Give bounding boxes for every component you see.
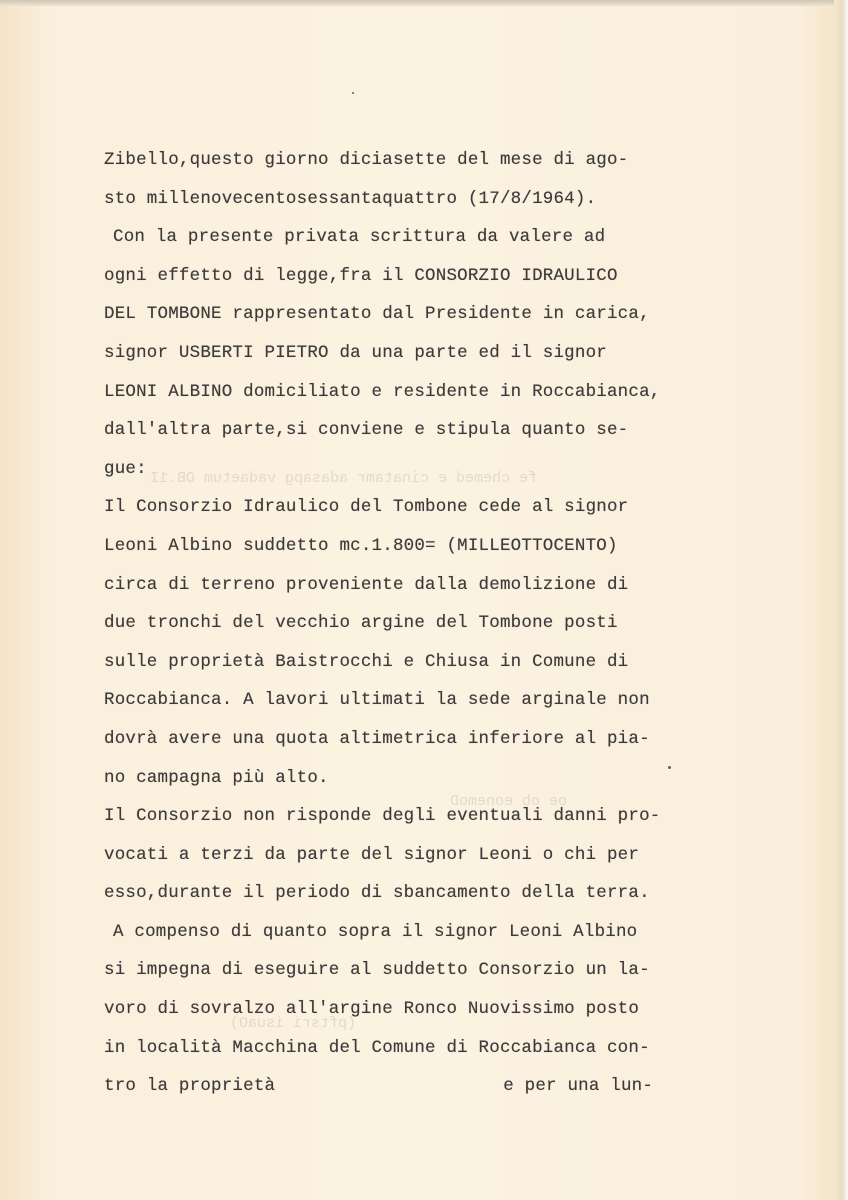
show-through-text: fe chemed e cinatamr adasapg vadaetum OB.1I [150, 470, 538, 487]
text-line: in località Macchina del Comune di Roccabianca con- [104, 1037, 650, 1058]
text-line: Il Consorzio Idraulico del Tombone cede al signor [104, 497, 629, 518]
typed-letter-body [104, 145, 664, 1110]
show-through-text: (pftsri isuaO) [230, 1015, 357, 1032]
text-line: gue: [104, 458, 147, 479]
text-line: sto millenovecentosessantaquattro (17/8/1964). [104, 188, 597, 209]
text-line: dall'altra parte,si conviene e stipula quanto se- [104, 420, 629, 441]
text-line: signor USBERTI PIETRO da una parte ed il signor [104, 342, 607, 363]
text-line-start: tro la proprietà [104, 1076, 276, 1097]
text-line: LEONI ALBINO domiciliato e residente in Roccabianca, [104, 381, 661, 402]
text-line: no campagna più alto. [104, 767, 329, 788]
text-line-last [104, 1071, 664, 1110]
ink-speck [668, 766, 671, 769]
ink-speck [352, 92, 354, 94]
text-line-end: e per una lun- [503, 1076, 654, 1097]
text-line: Zibello,questo giorno diciasette del mese di ago- [104, 150, 629, 170]
text-line: sulle proprietà Baistrocchi e Chiusa in Comune di [104, 651, 629, 672]
text-line: si impegna di eseguire al suddetto Consorzio un la- [104, 960, 650, 981]
text-line: ogni effetto di legge,fra il CONSORZIO IDRAULICO [104, 265, 618, 286]
text-line: Leoni Albino suddetto mc.1.800= (MILLEOTTOCENTO) [104, 535, 618, 556]
text-line: voro di sovralzo all'argine Ronco Nuovissimo posto [104, 999, 640, 1020]
text-line: vocati a terzi da parte del signor Leoni o chi per [104, 844, 640, 865]
text-line: dovrà avere una quota altimetrica inferiore al pia- [104, 728, 650, 749]
text-line: esso,durante il periodo di sbancamento della terra. [104, 883, 650, 904]
show-through-text: oe ob eonemoD [450, 793, 568, 810]
text-line: DEL TOMBONE rappresentato dal Presidente in carica, [104, 304, 650, 325]
text-line: Il Consorzio non risponde degli eventuali danni pro- [104, 806, 661, 827]
text-line: A compenso di quanto sopra il signor Leoni Albino [113, 921, 638, 942]
page-right-edge [834, 0, 848, 1200]
text-line: Con la presente privata scrittura da valere ad [113, 227, 606, 248]
text-line: due tronchi del vecchio argine del Tombone posti [104, 613, 618, 634]
text-line: circa di terreno proveniente dalla demolizione di [104, 574, 629, 595]
page-top-edge [0, 0, 848, 6]
text-line: Roccabianca. A lavori ultimati la sede arginale non [104, 690, 650, 711]
